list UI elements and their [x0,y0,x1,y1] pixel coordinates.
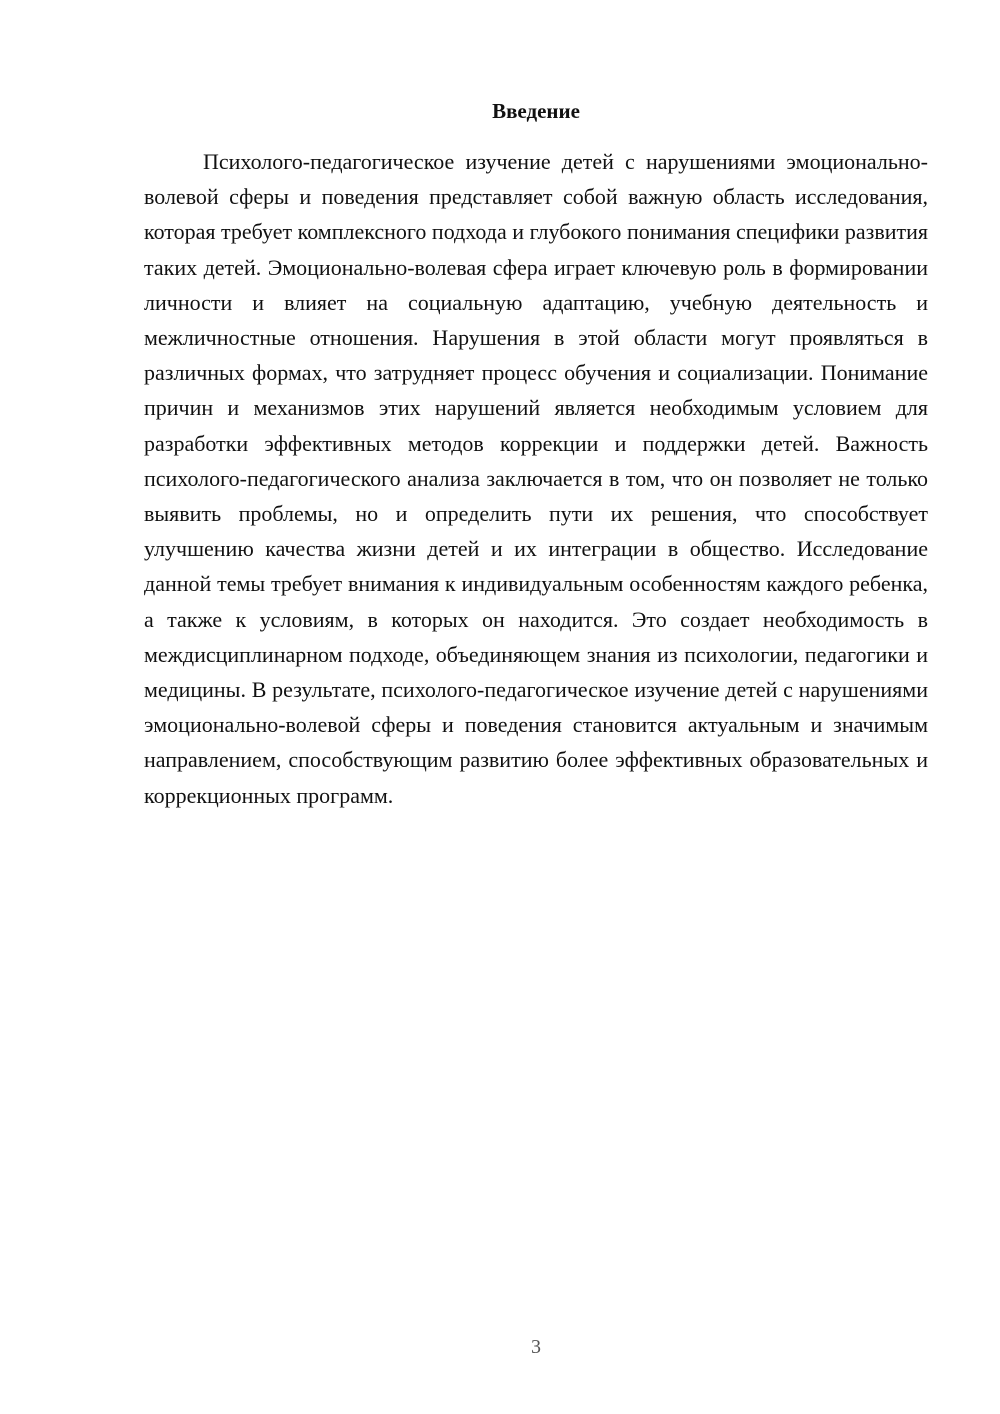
body-paragraph: Психолого-педагогическое изучение детей с нарушениями эмоционально-волевой сферы и поведения представляет собой важную область исследования, которая требует комплексного подхода и глубокого понимания специфики развития таких детей. Эмоционально-волевая сфера играет ключевую роль в формировании личности и влияет на социальную адаптацию, учебную деятельность и межличностные отношения. Нарушения в этой области могут проявляться в различных формах, что затрудняет процесс обучения и социализации. Понимание причин и механизмов этих нарушений является необходимым условием для разработки эффективных методов коррекции и поддержки детей. Важность психолого-педагогического анализа заключается в том, что он позволяет не только выявить проблемы, но и определить пути их решения, что способствует улучшению качества жизни детей и их интеграции в общество. Исследование данной темы требует внимания к индивидуальным особенностям каждого ребенка, а также к условиям, в которых он находится. Это создает необходимость в междисциплинарном подходе, объединяющем знания из психологии, педагогики и медицины. В результате, психолого-педагогическое изучение детей с нарушениями эмоционально-волевой сферы и поведения становится актуальным и значимым направлением, способствующим развитию более эффективных образовательных и коррекционных программ. [144,149,928,808]
section-heading: Введение [492,99,580,123]
page-number: 3 [531,1336,541,1358]
